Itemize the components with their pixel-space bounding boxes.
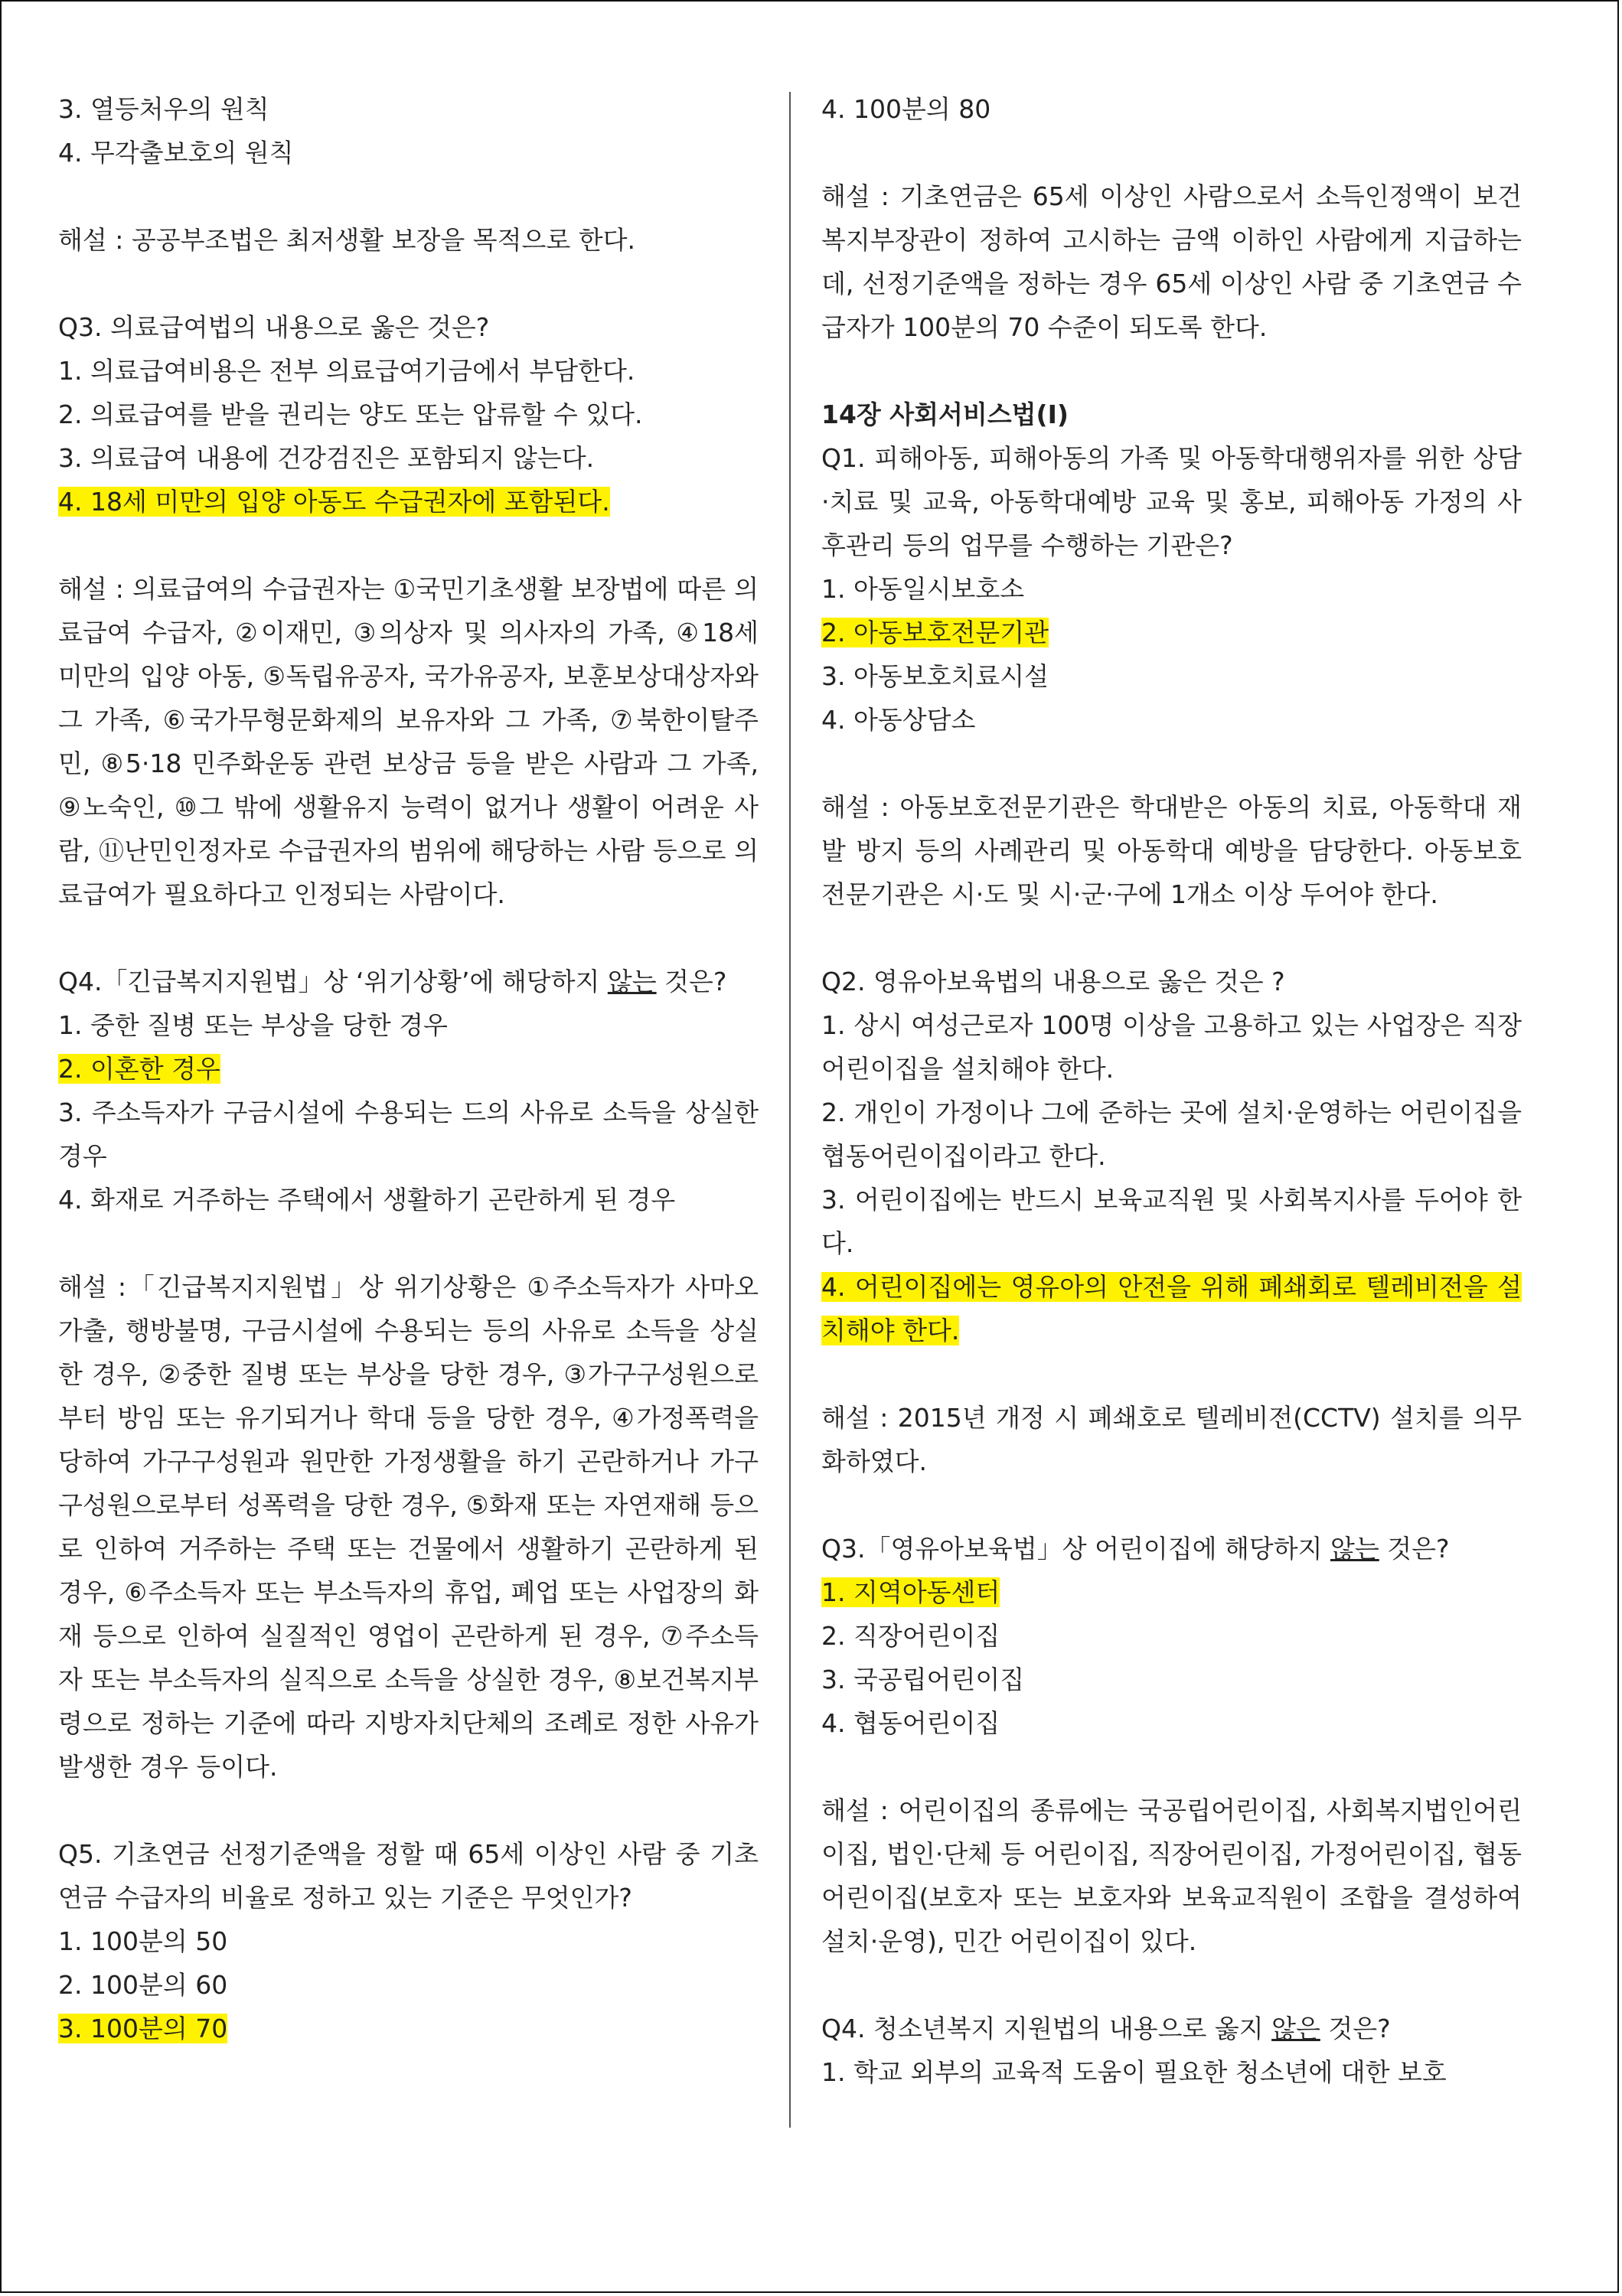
ch14-q2-option-4-answer (821, 1265, 1522, 1352)
left-column (58, 87, 759, 2050)
ch14-q1-option-3: 3. 아동보호치료시설 (821, 661, 1049, 691)
ch14-q3-option-3: 3. 국공립어린이집 (821, 1665, 1025, 1694)
q3-question: Q3. 의료급여법의 내용으로 옳은 것은? (58, 312, 490, 342)
q5-question: Q5. 기초연금 선정기준액을 정할 때 65세 이상인 사람 중 기초연금 수급자의 비율로 정하고 있는 기준은 무엇인가? (58, 1839, 759, 1913)
q4-option-4: 4. 화재로 거주하는 주택에서 생활하기 곤란하게 된 경우 (58, 1185, 676, 1215)
q5-option-1: 1. 100분의 50 (58, 1926, 228, 1956)
ch14-q2-option-1: 1. 상시 여성근로자 100명 이상을 고용하고 있는 사업장은 직장어린이집을 설치해야 한다. (821, 1010, 1522, 1084)
underlined-word: 않은 (1271, 2014, 1320, 2043)
column-divider (789, 92, 791, 2128)
ch14-q3-option-2: 2. 직장어린이집 (821, 1621, 1000, 1651)
answer-highlight: 2. 아동보호전문기관 (821, 618, 1049, 647)
ch14-q4-question: Q4. 청소년복지 지원법의 내용으로 옳지 않은 것은? (821, 2014, 1391, 2043)
answer-highlight: 3. 100분의 70 (58, 2014, 228, 2043)
q3-option-1: 1. 의료급여비용은 전부 의료급여기금에서 부담한다. (58, 356, 635, 386)
q5-explanation: 해설 : 기초연금은 65세 이상인 사람으로서 소득인정액이 보건복지부장관이 정하여 고시하는 금액 이하인 사람에게 지급하는데, 선정기준액을 정하는 경우 65세 이상인 사람 중 기초연금 수급자가 100분의 70 수준이 되도록 한다. (821, 181, 1522, 342)
answer-highlight: 2. 이혼한 경우 (58, 1054, 220, 1084)
q2-explanation: 해설 : 공공부조법은 최저생활 보장을 목적으로 한다. (58, 225, 635, 255)
q3-option-2: 2. 의료급여를 받을 권리는 양도 또는 압류할 수 있다. (58, 400, 643, 429)
ch14-q3-option-4: 4. 협동어린이집 (821, 1708, 1000, 1738)
q4-explanation: 해설 :「긴급복지지원법」상 위기상황은 ①주소득자가 사마오 가출, 행방불명, 구금시설에 수용되는 등의 사유로 소득을 상실한 경우, ②중한 질병 또는 부상을 당한 경우, ③가구구성원으로부터 방임 또는 유기되거나 학대 등을 당한 경우, ④가정폭력을 당하여 가구구성원과 원만한 가정생활을 하기 곤란하거나 가구구성원으로부터 성폭력을 당한 경우, ⑤화재 또는 자연재해 등으로 인하여 거주하는 주택 또는 건물에서 생활하기 곤란하게 된 경우, ⑥주소득자 또는 부소득자의 휴업, 폐업 또는 사업장의 화재 등으로 인하여 실질적인 영업이 곤란하게 된 경우, ⑦주소득자 또는 부소득자의 실직으로 소득을 상실한 경우, ⑧보건복지부령으로 정하는 기준에 따라 지방자치단체의 조례로 정한 사유가 발생한 경우 등이다. (58, 1272, 759, 1782)
answer-highlight: 4. 18세 미만의 입양 아동도 수급권자에 포함된다. (58, 487, 610, 517)
underlined-word: 않는 (1330, 1534, 1379, 1564)
q3-option-3: 3. 의료급여 내용에 건강검진은 포함되지 않는다. (58, 443, 595, 473)
q4-option-2-answer (58, 1047, 759, 1091)
chapter-title: 14장 사회서비스법(Ⅰ) (821, 400, 1069, 429)
ch14-q1-question: Q1. 피해아동, 피해아동의 가족 및 아동학대행위자를 위한 상담·치료 및 교육, 아동학대예방 교육 및 홍보, 피해아동 가정의 사후관리 등의 업무를 수행하는 기관은? (821, 443, 1522, 560)
answer-highlight: 4. 어린이집에는 영유아의 안전을 위해 폐쇄회로 텔레비전을 설치해야 한다. (821, 1272, 1522, 1345)
ch14-q2-question: Q2. 영유아보육법의 내용으로 옳은 것은 ? (821, 967, 1285, 996)
ch14-q3-option-1-answer (821, 1570, 1522, 1614)
q2-option-3: 3. 열등처우의 원칙 (58, 94, 269, 124)
q5-option-3-answer (58, 2007, 759, 2050)
q4-question: Q4.「긴급복지지원법」상 ‘위기상황’에 해당하지 않는 것은? (58, 967, 727, 996)
q2-option-4: 4. 무각출보호의 원칙 (58, 138, 294, 168)
ch14-q1-option-2-answer (821, 611, 1522, 654)
q3-explanation: 해설 : 의료급여의 수급권자는 ①국민기초생활 보장법에 따른 의료급여 수급자, ②이재민, ③의상자 및 의사자의 가족, ④18세 미만의 입양 아동, ⑤독립유공자, 국가유공자, 보훈보상대상자와 그 가족, ⑥국가무형문화제의 보유자와 그 가족, ⑦북한이탈주민, ⑧5·18 민주화운동 관련 보상금 등을 받은 사람과 그 가족, ⑨노숙인, ⑩그 밖에 생활유지 능력이 없거나 생활이 어려운 사람, ⑪난민인정자로 수급권자의 범위에 해당하는 사람 등으로 의료급여가 필요하다고 인정되는 사람이다. (58, 574, 759, 909)
ch14-q2-option-3: 3. 어린이집에는 반드시 보육교직원 및 사회복지사를 두어야 한다. (821, 1185, 1522, 1258)
q4-option-3: 3. 주소득자가 구금시설에 수용되는 드의 사유로 소득을 상실한 경우 (58, 1097, 759, 1171)
underlined-word: 않는 (607, 967, 657, 996)
q5-option-4: 4. 100분의 80 (821, 94, 991, 124)
right-column (821, 87, 1522, 2094)
ch14-q2-explanation: 해설 : 2015년 개정 시 폐쇄호로 텔레비전(CCTV) 설치를 의무화하였다. (821, 1403, 1522, 1476)
ch14-q1-option-4: 4. 아동상담소 (821, 705, 976, 735)
ch14-q1-explanation: 해설 : 아동보호전문기관은 학대받은 아동의 치료, 아동학대 재발 방지 등의 사례관리 및 아동학대 예방을 담당한다. 아동보호전문기관은 시·도 및 시·군·구에 1개소 이상 두어야 한다. (821, 792, 1522, 909)
ch14-q4-option-1: 1. 학교 외부의 교육적 도움이 필요한 청소년에 대한 보호 (821, 2057, 1447, 2087)
q3-option-4-answer (58, 480, 759, 523)
ch14-q3-explanation: 해설 : 어린이집의 종류에는 국공립어린이집, 사회복지법인어린이집, 법인·단체 등 어린이집, 직장어린이집, 가정어린이집, 협동어린이집(보호자 또는 보호자와 보육교직원이 조합을 결성하여 설치·운영), 민간 어린이집이 있다. (821, 1795, 1522, 1956)
answer-highlight: 1. 지역아동센터 (821, 1577, 1000, 1607)
ch14-q3-question: Q3.「영유아보육법」상 어린이집에 해당하지 않는 것은? (821, 1534, 1450, 1564)
q5-option-2: 2. 100분의 60 (58, 1970, 228, 2000)
q4-option-1: 1. 중한 질병 또는 부상을 당한 경우 (58, 1010, 448, 1040)
ch14-q2-option-2: 2. 개인이 가정이나 그에 준하는 곳에 설치·운영하는 어린이집을 협동어린이집이라고 한다. (821, 1097, 1522, 1171)
ch14-q1-option-1: 1. 아동일시보호소 (821, 574, 1025, 604)
